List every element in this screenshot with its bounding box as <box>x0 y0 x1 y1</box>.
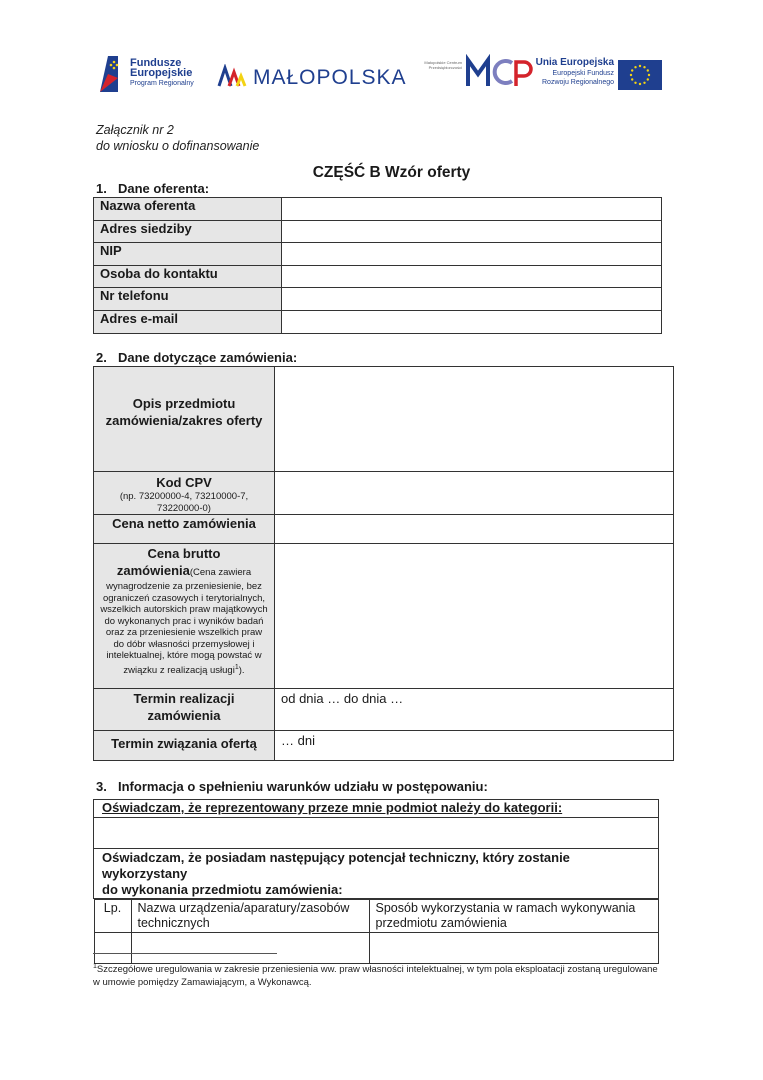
section3-title: Informacja o spełnieniu warunków udziału w postępowaniu: <box>118 779 488 794</box>
table-row <box>94 243 662 266</box>
cpv-label <box>94 472 275 515</box>
attachment-line1: Załącznik nr 2 <box>96 123 174 137</box>
potencjal-table-cell <box>94 899 659 965</box>
table-row <box>94 800 659 818</box>
input-cell-osoba[interactable] <box>282 265 662 288</box>
cell-lp[interactable] <box>94 933 131 964</box>
table-header-row <box>94 900 658 933</box>
row-label: NIP <box>94 243 282 266</box>
input-cell-nip[interactable] <box>282 243 662 266</box>
cell-nazwa[interactable] <box>131 933 369 964</box>
termin-zwiazania-label: Termin związania ofertą <box>94 731 275 761</box>
termin-realizacji-line2: zamówienia <box>147 708 221 723</box>
brutto-label-line2: zamówienia <box>116 563 190 578</box>
potencjal-table <box>94 899 659 964</box>
table-row <box>94 220 662 243</box>
input-cell-adres[interactable] <box>282 220 662 243</box>
section3-number: 3. <box>96 779 107 794</box>
table-row <box>94 367 674 472</box>
input-cell-nazwa[interactable] <box>282 198 662 221</box>
col-header-sposob: Sposób wykorzystania w ramach wykonywania przedmiotu zamówienia <box>369 900 658 933</box>
brutto-note-start: (Cena zawiera <box>189 567 252 578</box>
table-row <box>94 731 674 761</box>
section2-heading <box>96 350 297 365</box>
potencjal-line2: do wykonania przedmiotu zamówienia: <box>102 882 343 897</box>
table-row <box>94 515 674 544</box>
col-header-lp: Lp. <box>94 900 131 933</box>
eu-flag-icon <box>618 60 662 90</box>
logo-mcp-small-text: Małopolskie Centrum Przedsiębiorczości <box>424 60 462 70</box>
brutto-label <box>94 544 275 689</box>
offeror-table <box>93 197 662 334</box>
logo-ue-line2: Europejski Fundusz <box>552 70 614 77</box>
table-row <box>94 849 659 899</box>
opis-label <box>94 367 275 472</box>
row-label: Adres siedziby <box>94 220 282 243</box>
brutto-label-line1: Cena brutto <box>147 546 221 561</box>
section1-title: Dane oferenta: <box>118 181 210 196</box>
section2-title: Dane dotyczące zamówienia: <box>118 350 298 365</box>
table-row <box>94 689 674 731</box>
kategoria-text: Oświadczam, że reprezentowany przeze mnie podmiot należy do kategorii: <box>102 800 563 815</box>
table-row <box>94 310 662 333</box>
page-title: CZĘŚĆ B Wzór oferty <box>312 164 471 181</box>
cpv-note: (np. 73200000-4, 73210000-7, 73220000-0) <box>119 491 249 514</box>
row-label: Nr telefonu <box>94 288 282 311</box>
potencjal-statement <box>94 849 659 899</box>
kategoria-statement <box>94 800 659 818</box>
logo-malopolska-text: MAŁOPOLSKA <box>253 66 407 89</box>
footnote-number: 1 <box>93 963 97 970</box>
logo-ue-line3: Rozwoju Regionalnego <box>542 79 614 86</box>
table-row <box>94 544 674 689</box>
section3-heading <box>96 779 488 794</box>
table-row <box>94 198 662 221</box>
cell-sposob[interactable] <box>369 933 658 964</box>
footnote-text: Szczegółowe uregulowania w zakresie przeniesienia ww. praw własności intelektualnej, w tym pola eksploatacji zostaną uregulowane w umowie pomiędzy Zamawiającym, a Wykonawcą. <box>93 964 658 989</box>
termin-realizacji-line1: Termin realizacji <box>133 691 235 706</box>
section1-number: 1. <box>96 181 107 196</box>
input-cell-telefon[interactable] <box>282 288 662 311</box>
table-row <box>94 265 662 288</box>
brutto-note-end: ). <box>238 664 245 676</box>
brutto-input[interactable] <box>275 544 674 689</box>
table-row <box>94 472 674 515</box>
potencjal-line1: Oświadczam, że posiadam następujący potencjał techniczny, który zostanie wykorzystany <box>102 850 570 881</box>
footnote-divider <box>93 953 277 954</box>
row-label: Osoba do kontaktu <box>94 265 282 288</box>
kategoria-input[interactable] <box>94 818 659 849</box>
termin-zwiazania-value[interactable]: … dni <box>275 731 674 761</box>
section1-heading <box>96 181 209 196</box>
termin-realizacji-value[interactable]: od dnia … do dnia … <box>275 689 674 731</box>
footnote <box>93 960 665 989</box>
logo-ue-line1: Unia Europejska <box>535 57 614 68</box>
cpv-label-text: Kod CPV <box>156 475 212 490</box>
brutto-note: wynagrodzenie za przeniesienie, bez ograniczeń czasowych i terytorialnych, wszelkich autorskich praw majątkowych do wykonanych prac i wyników badań oraz za przeniesienie wszelkich praw do dóbr własności przemysłowej i intelektualnej, które mogą powstać w związku z realizacją usługi <box>100 581 268 676</box>
opis-label-line2: zamówienia/zakres oferty <box>105 413 263 428</box>
row-label: Adres e-mail <box>94 310 282 333</box>
row-label: Nazwa oferenta <box>94 198 282 221</box>
logo-fundusze-line3: Program Regionalny <box>130 80 194 87</box>
col-header-nazwa: Nazwa urządzenia/aparatury/zasobów technicznych <box>131 900 369 933</box>
conditions-table <box>93 799 659 964</box>
logo-fundusze-line1: Fundusze <box>130 57 182 69</box>
attachment-line2: do wniosku o dofinansowanie <box>96 139 260 153</box>
order-table <box>93 366 674 761</box>
logo-fundusze-line2: Europejskie <box>130 67 193 79</box>
table-row <box>94 818 659 849</box>
table-row <box>94 899 659 965</box>
table-row <box>94 933 658 964</box>
mcp-icon <box>464 54 536 90</box>
section2-number: 2. <box>96 350 107 365</box>
opis-label-line1: Opis przedmiotu <box>132 396 236 411</box>
input-cell-email[interactable] <box>282 310 662 333</box>
cpv-input[interactable] <box>275 472 674 515</box>
termin-realizacji-label <box>94 689 275 731</box>
malopolska-icon <box>217 64 247 88</box>
netto-input[interactable] <box>275 515 674 544</box>
opis-input[interactable] <box>275 367 674 472</box>
attachment-note <box>96 122 259 154</box>
fundusze-europejskie-icon <box>100 56 124 92</box>
table-row <box>94 288 662 311</box>
footnote-ref: 1 <box>234 663 239 671</box>
netto-label: Cena netto zamówienia <box>94 515 275 544</box>
